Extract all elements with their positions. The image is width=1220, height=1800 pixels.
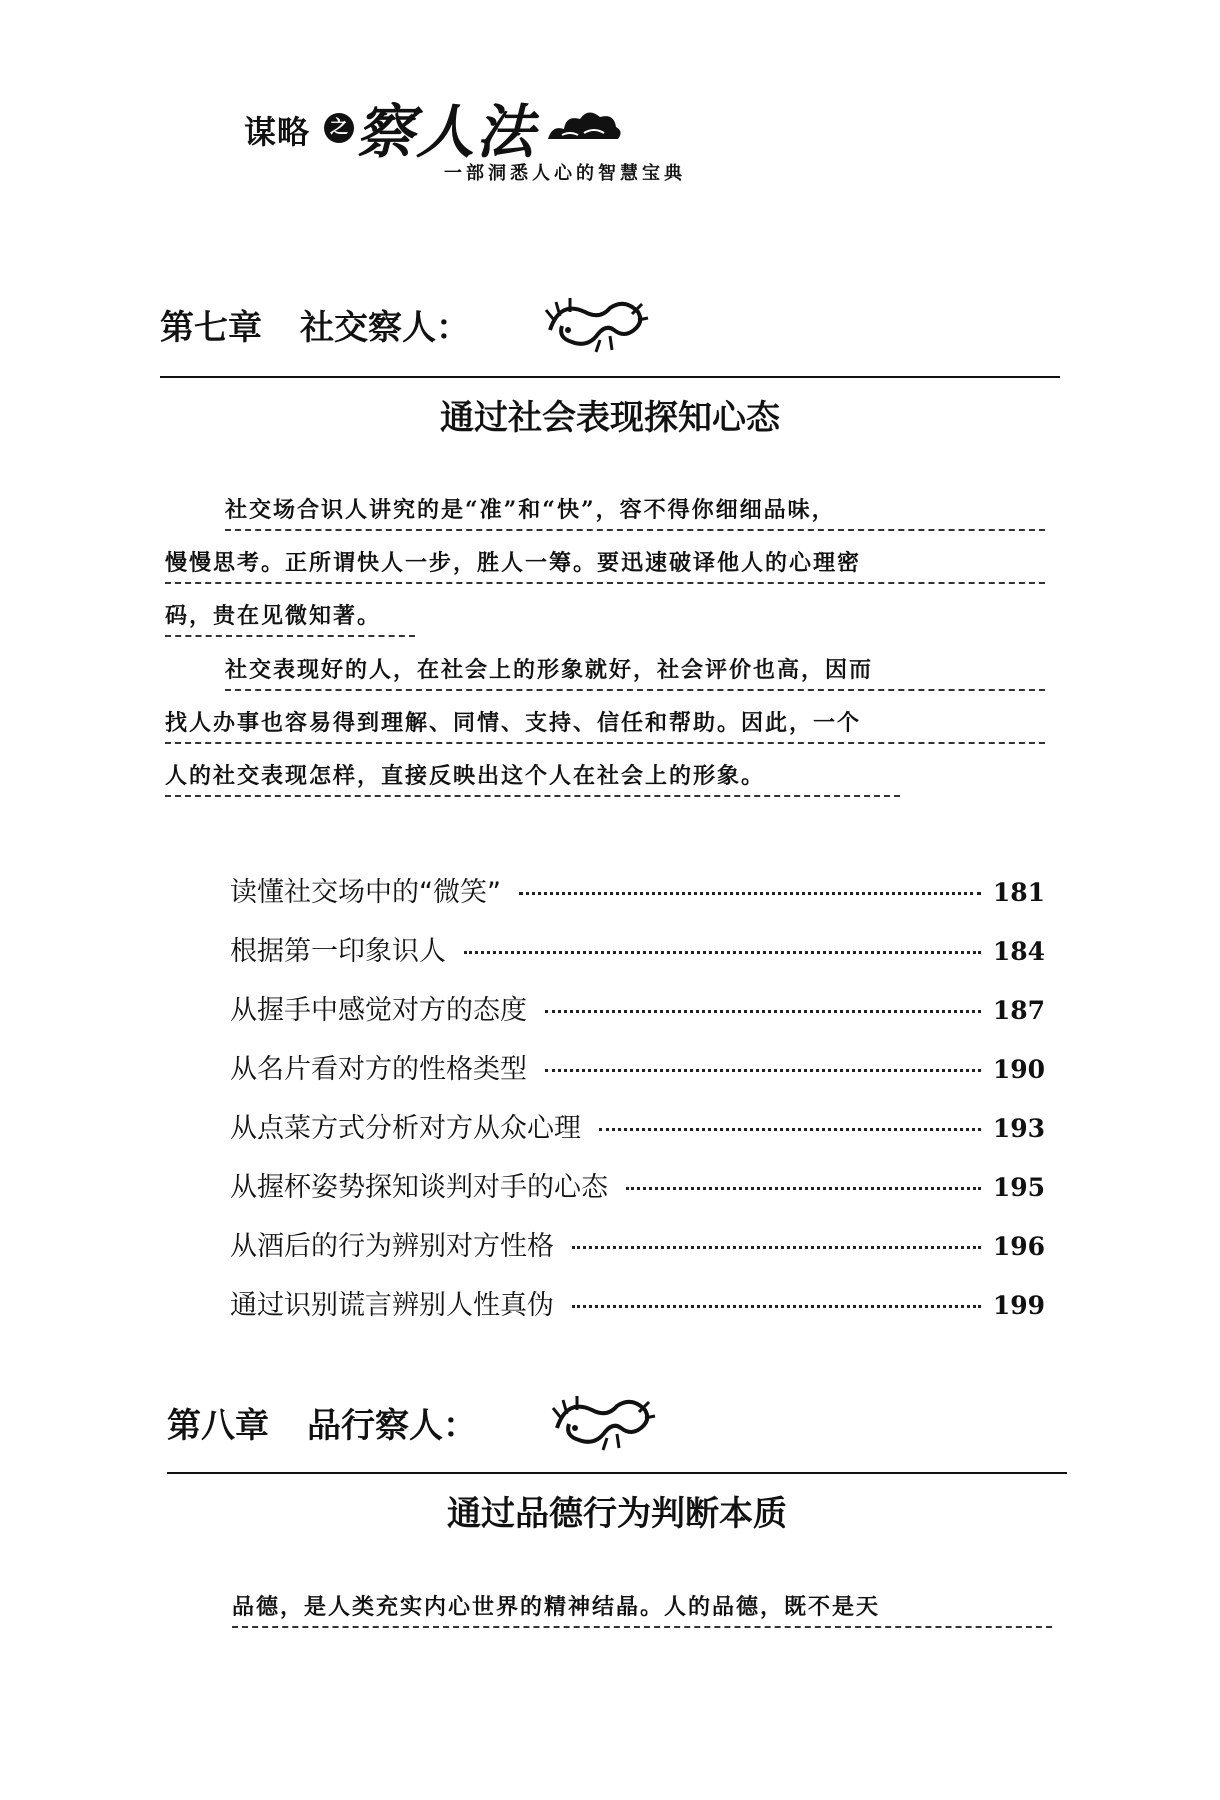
leader-dots xyxy=(545,1069,981,1072)
toc-item[interactable] xyxy=(230,988,1045,1028)
header-subtitle: 一部洞悉人心的智慧宝典 xyxy=(444,163,686,184)
toc-item-title: 从名片看对方的性格类型 xyxy=(230,1054,527,1085)
toc-item-title: 从握手中感觉对方的态度 xyxy=(230,995,527,1026)
toc-item[interactable] xyxy=(230,870,1045,910)
leader-dots xyxy=(599,1128,981,1131)
chapter-8-label: 第八章 xyxy=(167,1406,269,1446)
chapter-8-rule xyxy=(167,1472,1067,1474)
toc-item-page: 181 xyxy=(992,878,1045,907)
leader-dots xyxy=(572,1305,981,1308)
chapter-7-title-line xyxy=(160,300,470,349)
intro-line: 社交场合识人讲究的是“准”和“快”，容不得你细细品味， xyxy=(225,493,1045,531)
intro-line: 找人办事也容易得到理解、同情、支持、信任和帮助。因此，一个 xyxy=(165,706,1045,744)
intro-line: 码，贵在见微知著。 xyxy=(165,599,415,637)
intro-line: 品德，是人类充实内心世界的精神结晶。人的品德，既不是天 xyxy=(232,1590,1052,1628)
intro-line: 社交表现好的人，在社会上的形象就好，社会评价也高，因而 xyxy=(225,653,1045,691)
dragon-ornament-icon xyxy=(547,1388,657,1458)
leader-dots xyxy=(626,1187,981,1190)
toc-item-page: 187 xyxy=(992,996,1045,1025)
leader-dots xyxy=(572,1246,981,1249)
cloud-ornament-icon xyxy=(544,103,624,147)
toc-item-title: 从酒后的行为辨别对方性格 xyxy=(230,1231,554,1262)
chapter-7-rule xyxy=(160,376,1060,378)
intro-line: 慢慢思考。正所谓快人一步，胜人一筹。要迅速破译他人的心理密 xyxy=(165,546,1045,584)
chapter-7-label: 第七章 xyxy=(160,308,262,348)
toc-item[interactable] xyxy=(230,1283,1045,1323)
toc-item[interactable] xyxy=(230,1224,1045,1264)
chapter-8-title: 品行察人： xyxy=(307,1406,477,1446)
chapter-8-title-line xyxy=(167,1398,477,1447)
toc-item-title: 从握杯姿势探知谈判对手的心态 xyxy=(230,1172,608,1203)
toc-item-page: 199 xyxy=(992,1291,1045,1320)
dragon-ornament-icon xyxy=(540,290,650,360)
toc-item[interactable] xyxy=(230,1165,1045,1205)
header-title: 察人法 xyxy=(356,98,537,166)
leader-dots xyxy=(464,951,981,954)
toc-item[interactable] xyxy=(230,1047,1045,1087)
toc-item-title: 从点菜方式分析对方从众心理 xyxy=(230,1113,581,1144)
toc-item-page: 193 xyxy=(992,1114,1045,1143)
toc-item-page: 196 xyxy=(992,1232,1045,1261)
toc-item-page: 195 xyxy=(992,1173,1045,1202)
toc-item-title: 通过识别谎言辨别人性真伪 xyxy=(230,1290,554,1321)
toc-item-page: 184 xyxy=(992,937,1045,966)
header-zhi-badge: 之 xyxy=(324,113,354,143)
chapter-8-subtitle: 通过品德行为判断本质 xyxy=(447,1494,787,1534)
toc-item[interactable] xyxy=(230,1106,1045,1146)
leader-dots xyxy=(519,892,981,895)
toc-item[interactable] xyxy=(230,929,1045,969)
book-header xyxy=(244,85,714,185)
toc-item-title: 读懂社交场中的“微笑” xyxy=(230,877,501,908)
toc-item-title: 根据第一印象识人 xyxy=(230,936,446,967)
intro-line: 人的社交表现怎样，直接反映出这个人在社会上的形象。 xyxy=(165,759,900,797)
chapter-7-subtitle: 通过社会表现探知心态 xyxy=(440,398,780,438)
chapter-7-title: 社交察人： xyxy=(300,308,470,348)
header-prefix: 谋略 xyxy=(244,113,311,151)
leader-dots xyxy=(545,1010,981,1013)
toc-item-page: 190 xyxy=(992,1055,1045,1084)
